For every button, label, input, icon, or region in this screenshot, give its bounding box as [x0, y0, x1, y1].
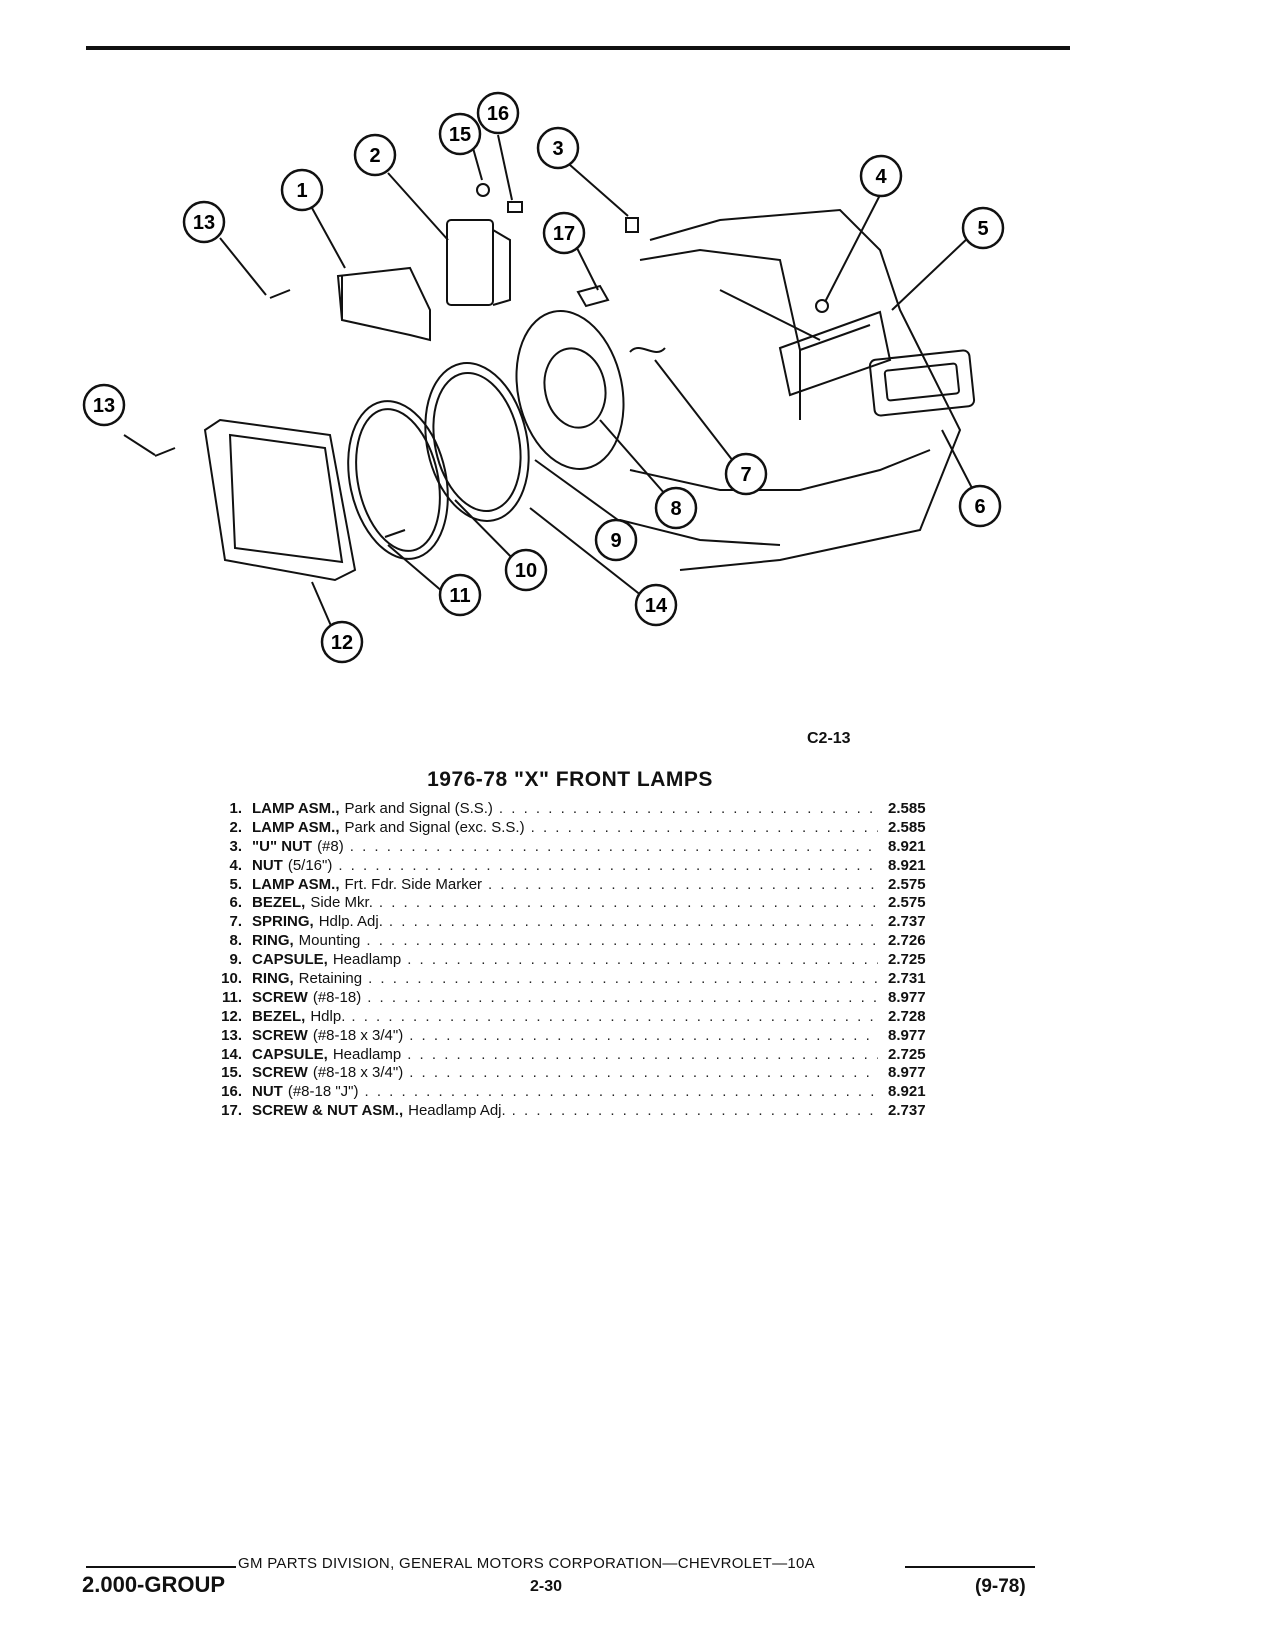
parts-row	[188, 894, 948, 913]
part-description: (#8)	[317, 837, 344, 855]
svg-text:8: 8	[670, 498, 682, 520]
callout-9	[596, 520, 636, 560]
part-description: Park and Signal (S.S.)	[344, 800, 493, 817]
part-number: 2.	[229, 818, 242, 836]
publisher-line: GM PARTS DIVISION, GENERAL MOTORS CORPORATION—CHEVROLET—10A	[238, 1555, 815, 1572]
callout-4	[861, 156, 901, 196]
group-code: 2.737	[888, 913, 926, 931]
part-number: 13.	[221, 1026, 242, 1044]
parts-row	[188, 970, 948, 989]
headlamp-capsule	[411, 353, 542, 530]
svg-text:9: 9	[610, 530, 622, 552]
callout-11	[440, 575, 480, 615]
part-name: LAMP ASM.,	[252, 800, 340, 817]
leader-dots	[350, 838, 878, 857]
leader-dots	[389, 913, 878, 932]
svg-text:14: 14	[644, 595, 668, 617]
page-title: 1976-78 "X" FRONT LAMPS	[427, 768, 713, 791]
parts-row	[188, 838, 948, 857]
park-lamp-exc-ss	[447, 220, 510, 305]
callout-13-upper	[184, 202, 224, 242]
part-name: RING,	[252, 970, 294, 988]
svg-text:6: 6	[974, 496, 986, 518]
part-name: RING,	[252, 932, 294, 950]
callout-8	[656, 488, 696, 528]
footer-rule-right	[905, 1566, 1035, 1568]
leader-dots	[409, 1064, 878, 1083]
side-marker-lamp	[780, 312, 890, 395]
retaining-ring	[334, 392, 461, 568]
callout-1	[282, 170, 322, 210]
group-code: 2.725	[888, 951, 926, 969]
leader-dots	[379, 894, 878, 913]
part-description: Mounting	[298, 932, 361, 950]
callout-5	[963, 208, 1003, 248]
page-number: 2-30	[530, 1578, 563, 1595]
part-name: CAPSULE,	[252, 951, 328, 969]
part-description: (#8-18)	[312, 988, 362, 1006]
group-number: 2.000-GROUP	[82, 1572, 226, 1597]
part-number: 6.	[229, 894, 242, 912]
group-code: 2.731	[888, 970, 926, 988]
callout-3	[538, 128, 578, 168]
callout-12	[322, 622, 362, 662]
svg-text:4: 4	[875, 166, 887, 188]
part-number: 4.	[229, 856, 242, 874]
part-number: 9.	[229, 951, 242, 969]
part-number: 7.	[229, 913, 242, 931]
part-name: SCREW	[252, 1026, 308, 1044]
parts-row	[188, 1027, 948, 1046]
group-code: 8.977	[888, 1064, 926, 1082]
group-code: 2.728	[888, 1007, 926, 1025]
part-number: 12.	[221, 1007, 242, 1025]
revision-date: (9-78)	[975, 1576, 1026, 1597]
svg-text:10: 10	[514, 560, 538, 582]
part-number: 17.	[221, 1102, 242, 1120]
group-code: 2.585	[888, 818, 926, 836]
svg-text:15: 15	[448, 124, 472, 146]
svg-text:5: 5	[977, 218, 989, 240]
group-code: 2.725	[888, 1045, 926, 1063]
svg-text:12: 12	[330, 632, 354, 654]
figure-code: C2-13	[807, 730, 851, 747]
svg-text:11: 11	[449, 585, 471, 607]
part-number: 5.	[229, 875, 242, 893]
callout-7	[726, 454, 766, 494]
leader-dots	[499, 800, 878, 819]
parts-row	[188, 951, 948, 970]
leader-dots	[338, 857, 878, 876]
callout-16	[478, 93, 518, 133]
part-number: 3.	[229, 837, 242, 855]
group-code: 2.575	[888, 894, 926, 912]
group-code: 8.977	[888, 1026, 926, 1044]
part-description: Park and Signal (exc. S.S.)	[344, 818, 525, 836]
parts-row	[188, 989, 948, 1008]
group-code: 2.585	[888, 800, 926, 817]
parts-row	[188, 913, 948, 932]
top-rule	[86, 46, 1070, 50]
fasteners	[155, 184, 828, 537]
callout-13-lower	[84, 385, 124, 425]
park-lamp-ss	[338, 268, 430, 340]
part-description: (#8-18 "J")	[287, 1083, 359, 1101]
part-name: NUT	[252, 856, 283, 874]
leader-lines	[124, 135, 973, 635]
part-description: Retaining	[298, 970, 363, 988]
leader-dots	[409, 1027, 878, 1046]
svg-text:13: 13	[92, 395, 116, 417]
part-number: 16.	[221, 1083, 242, 1101]
callout-10	[506, 550, 546, 590]
leader-dots	[407, 951, 878, 970]
part-description: Hdlp. Adj.	[318, 913, 383, 931]
group-code: 2.737	[888, 1102, 926, 1120]
svg-text:13: 13	[192, 212, 216, 234]
part-name: SCREW	[252, 1064, 308, 1082]
group-code: 2.575	[888, 875, 926, 893]
svg-text:17: 17	[552, 223, 576, 245]
part-name: BEZEL,	[252, 1007, 306, 1025]
parts-row	[188, 932, 948, 951]
headlamp-bezel	[205, 420, 355, 580]
parts-row	[188, 1046, 948, 1065]
parts-row	[188, 1083, 948, 1102]
callout-14	[636, 585, 676, 625]
leader-dots	[531, 819, 878, 838]
group-code: 8.921	[888, 837, 926, 855]
leader-dots	[367, 989, 878, 1008]
part-description: Hdlp.	[310, 1007, 346, 1025]
parts-list	[188, 800, 948, 1121]
leader-dots	[512, 1102, 878, 1121]
part-description: (#8-18 x 3/4")	[312, 1064, 404, 1082]
group-code: 8.977	[888, 988, 926, 1006]
part-description: (#8-18 x 3/4")	[312, 1026, 404, 1044]
part-name: LAMP ASM.,	[252, 875, 340, 893]
leader-dots	[488, 876, 878, 895]
leader-dots	[407, 1046, 878, 1065]
parts-row	[188, 1008, 948, 1027]
group-code: 8.921	[888, 1083, 926, 1101]
svg-text:2: 2	[369, 145, 381, 167]
part-number: 11.	[221, 988, 242, 1006]
part-number: 1.	[229, 800, 242, 817]
leader-dots	[351, 1008, 878, 1027]
part-number: 14.	[221, 1045, 242, 1063]
part-name: CAPSULE,	[252, 1045, 328, 1063]
parts-row	[188, 1102, 948, 1121]
part-description: Side Mkr.	[310, 894, 373, 912]
leader-dots	[365, 1083, 879, 1102]
parts-row	[188, 857, 948, 876]
svg-text:16: 16	[486, 103, 510, 125]
part-description: Headlamp	[332, 951, 402, 969]
part-name: SPRING,	[252, 913, 314, 931]
side-marker-bezel	[869, 350, 974, 416]
exploded-parts-diagram	[80, 90, 1080, 710]
part-number: 15.	[221, 1064, 242, 1082]
part-name: "U" NUT	[252, 837, 313, 855]
svg-text:3: 3	[552, 138, 564, 160]
callout-2	[355, 135, 395, 175]
callout-17	[544, 213, 584, 253]
leader-dots	[366, 932, 878, 951]
part-description: Headlamp Adj.	[408, 1102, 506, 1120]
parts-row	[188, 800, 948, 819]
part-name: SCREW	[252, 988, 308, 1006]
parts-row	[188, 819, 948, 838]
part-name: SCREW & NUT ASM.,	[252, 1102, 404, 1120]
callout-15	[440, 114, 480, 154]
group-code: 2.726	[888, 932, 926, 950]
callout-6	[960, 486, 1000, 526]
footer-rule-left	[86, 1566, 236, 1568]
part-description: (5/16")	[287, 856, 333, 874]
part-description: Headlamp	[332, 1045, 402, 1063]
part-name: BEZEL,	[252, 894, 306, 912]
mounting-ring	[503, 301, 638, 479]
svg-text:1: 1	[296, 180, 308, 202]
part-number: 8.	[229, 932, 242, 950]
part-number: 10.	[221, 970, 242, 988]
part-name: NUT	[252, 1083, 283, 1101]
leader-dots	[368, 970, 878, 989]
group-code: 8.921	[888, 856, 926, 874]
parts-row	[188, 1064, 948, 1083]
parts-row	[188, 876, 948, 895]
svg-text:7: 7	[740, 464, 752, 486]
part-name: LAMP ASM.,	[252, 818, 340, 836]
part-description: Frt. Fdr. Side Marker	[344, 875, 483, 893]
